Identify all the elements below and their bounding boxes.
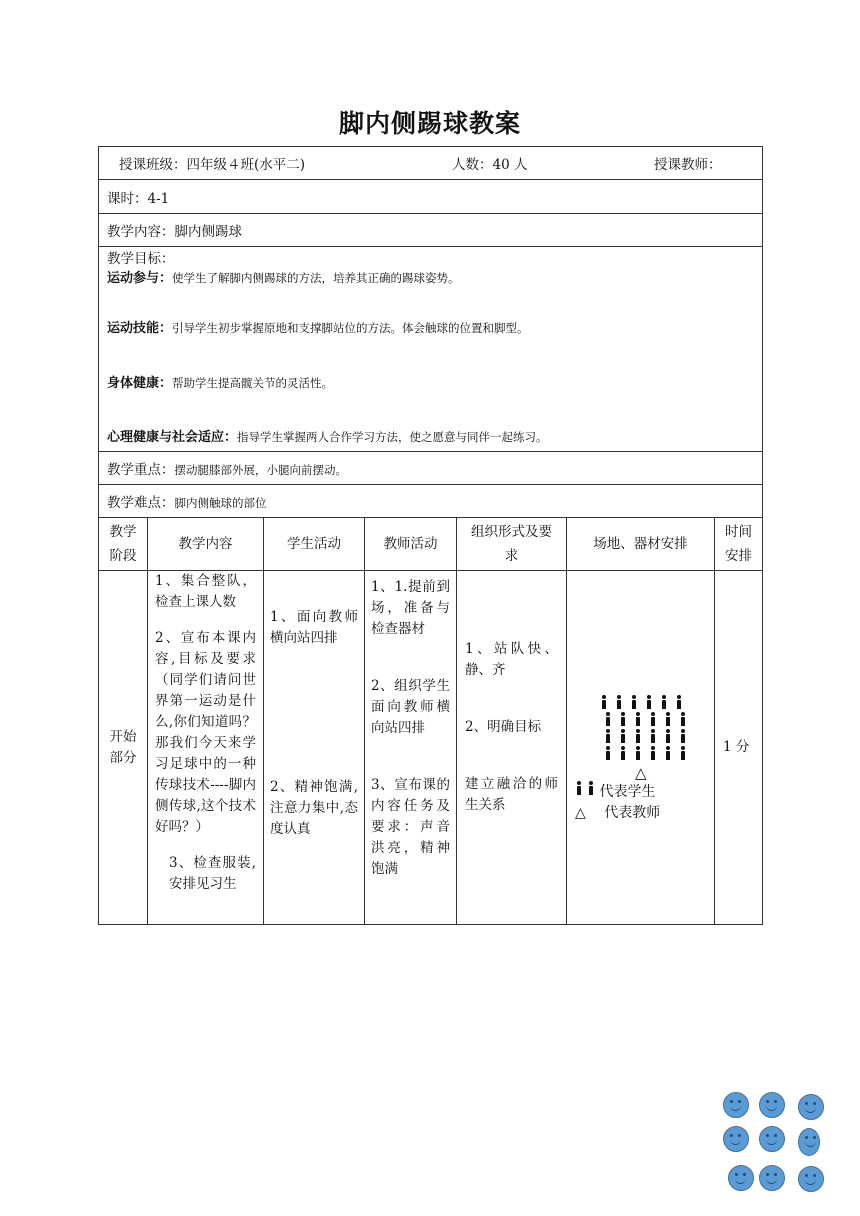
goal-social: 心理健康与社会适应：指导学生掌握两人合作学习方法，使之愿意与同伴一起练习。 — [107, 430, 548, 445]
student-icon — [619, 729, 627, 744]
student-icon — [649, 746, 657, 761]
lesson-number: 课时：4-1 — [99, 180, 763, 214]
teaching-goals — [99, 247, 763, 452]
header-student: 学生活动 — [264, 518, 365, 571]
smiley-face-icon — [798, 1166, 824, 1192]
student-icon — [604, 712, 612, 727]
student-icon — [679, 712, 687, 727]
student-icon — [645, 695, 653, 710]
teacher-item-3: 3、宣布课的内容任务及要求：声音洪亮，精神饱满 — [371, 777, 450, 877]
legend-student: 代表学生 — [575, 781, 660, 803]
student-icon — [679, 746, 687, 761]
field-legend — [575, 781, 660, 824]
goal-skill: 运动技能：引导学生初步掌握原地和支撑脚站位的方法。体会触球的位置和脚型。 — [107, 321, 529, 336]
smiley-face-icon — [759, 1092, 785, 1118]
student-icon — [675, 695, 683, 710]
smiley-decoration — [720, 1088, 830, 1198]
student-cell — [264, 571, 365, 925]
smiley-face-icon — [759, 1165, 785, 1191]
goal-health: 身体健康：帮助学生提高髋关节的灵活性。 — [107, 376, 334, 391]
page-title: 脚内侧踢球教案 — [338, 109, 521, 138]
student-icon — [679, 729, 687, 744]
lesson-plan-table — [98, 146, 763, 925]
student-count: 人数：40 人 — [452, 157, 528, 173]
student-icon — [630, 695, 638, 710]
goals-heading: 教学目标： — [107, 251, 175, 267]
time-cell: 1 分 — [715, 571, 763, 925]
info-row — [99, 147, 763, 180]
header-stage: 教学阶段 — [99, 518, 148, 571]
org-item-2: 2、明确目标 — [465, 719, 542, 735]
student-icon — [649, 729, 657, 744]
content-cell — [148, 571, 264, 925]
smiley-face-icon — [798, 1094, 824, 1120]
student-formation — [591, 695, 691, 763]
student-icon — [664, 729, 672, 744]
org-item-1: 1、站队快、静、齐 — [465, 641, 558, 678]
content-item-3: 3、检查服装,安排见习生 — [169, 855, 256, 892]
smiley-face-icon — [798, 1128, 820, 1156]
smiley-face-icon — [723, 1126, 749, 1152]
student-icon — [634, 729, 642, 744]
header-teacher: 教师活动 — [365, 518, 457, 571]
student-icon — [604, 746, 612, 761]
student-icon — [604, 729, 612, 744]
smiley-face-icon — [723, 1092, 749, 1118]
content-item-2: 2、宣布本课内容,目标及要求（同学们请问世界第一运动是什么,你们知道吗？那我们今天来学习足球中的一种传球技术----脚内侧传球,这个技术好吗？） — [155, 630, 256, 835]
student-item-2: 2、精神饱满,注意力集中,态度认真 — [270, 779, 358, 837]
key-point: 教学重点：摆动腿膝部外展，小腿向前摆动。 — [99, 452, 763, 485]
legend-teacher: △ 代表教师 — [575, 805, 661, 821]
student-icon — [615, 695, 623, 710]
content-item-1: 1、集合整队，检查上课人数 — [155, 573, 256, 610]
student-icon — [619, 712, 627, 727]
teacher-item-1: 1、1.提前到场，准备与检查器材 — [371, 579, 450, 637]
header-content: 教学内容 — [148, 518, 264, 571]
student-icon — [660, 695, 668, 710]
field-cell — [567, 571, 715, 925]
header-org: 组织形式及要求 — [457, 518, 567, 571]
stage-cell: 开始部分 — [99, 571, 148, 925]
teacher-triangle-icon: △ — [635, 764, 647, 782]
goal-participation: 运动参与：使学生了解脚内侧踢球的方法，培养其正确的踢球姿势。 — [107, 271, 460, 286]
student-icon — [587, 781, 595, 796]
student-icon — [600, 695, 608, 710]
smiley-face-icon — [759, 1126, 785, 1152]
student-icon — [634, 746, 642, 761]
teaching-content: 教学内容：脚内侧踢球 — [99, 214, 763, 247]
header-time: 时间安排 — [715, 518, 763, 571]
smiley-face-icon — [728, 1165, 754, 1191]
student-icon — [649, 712, 657, 727]
teacher-item-2: 2、组织学生面向教师横向站四排 — [371, 678, 450, 736]
student-icon — [634, 712, 642, 727]
student-icon — [664, 712, 672, 727]
triangle-icon: △ — [575, 805, 586, 821]
student-icon — [575, 781, 583, 796]
student-item-1: 1、面向教师横向站四排 — [270, 609, 358, 646]
header-field: 场地、器材安排 — [567, 518, 715, 571]
org-item-3: 建立融洽的师生关系 — [465, 776, 558, 813]
class-info: 授课班级：四年级４班(水平二) — [119, 157, 306, 173]
teacher-cell — [365, 571, 457, 925]
student-icon — [619, 746, 627, 761]
org-cell — [457, 571, 567, 925]
difficulty: 教学难点：脚内侧触球的部位 — [99, 485, 763, 518]
student-icon — [664, 746, 672, 761]
teacher-info: 授课教师： — [654, 157, 722, 173]
